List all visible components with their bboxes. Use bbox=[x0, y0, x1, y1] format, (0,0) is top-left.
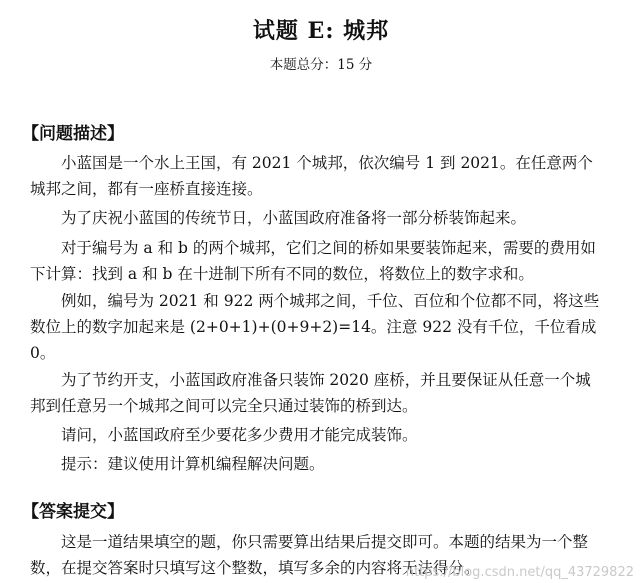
total-score: 本题总分：15 分 bbox=[269, 57, 373, 73]
answer-submission-heading: 【答案提交】 bbox=[22, 502, 124, 522]
watermark: https://blog.csdn.net/qq_43729822 bbox=[405, 565, 634, 580]
problem-paragraph: 提示：建议使用计算机编程解决问题。 bbox=[61, 455, 325, 473]
problem-paragraph: 小蓝国是一个水上王国，有 2021 个城邦，依次编号 1 到 2021。在任意两个城邦之间，都有一座桥直接连接。 bbox=[30, 154, 593, 198]
problem-paragraph: 为了庆祝小蓝国的传统节日，小蓝国政府准备将一部分桥装饰起来。 bbox=[61, 209, 527, 227]
answer-paragraph: 这是一道结果填空的题，你只需要算出结果后提交即可。本题的结果为一个整数，在提交答案时只填写这个整数，填写多余的内容将无法得分。 bbox=[30, 533, 589, 577]
problem-paragraph: 请问，小蓝国政府至少要花多少费用才能完成装饰。 bbox=[61, 426, 418, 444]
problem-description-heading: 【问题描述】 bbox=[22, 124, 124, 144]
problem-paragraph: 为了节约开支，小蓝国政府准备只装饰 2020 座桥，并且要保证从任意一个城邦到任意另一个城邦之间可以完全只通过装饰的桥到达。 bbox=[30, 371, 591, 415]
problem-paragraph: 例如，编号为 2021 和 922 两个城邦之间，千位、百位和个位都不同，将这些数位上的数字加起来是 (2+0+1)+(0+9+2)=14。注意 922 没有千位，千位看成 0。 bbox=[30, 292, 600, 362]
problem-title: 试题 E: 城邦 bbox=[252, 18, 390, 44]
problem-paragraph: 对于编号为 a 和 b 的两个城邦，它们之间的桥如果要装饰起来，需要的费用如下计算：找到 a 和 b 在十进制下所有不同的数位，将数位上的数字求和。 bbox=[30, 239, 596, 283]
